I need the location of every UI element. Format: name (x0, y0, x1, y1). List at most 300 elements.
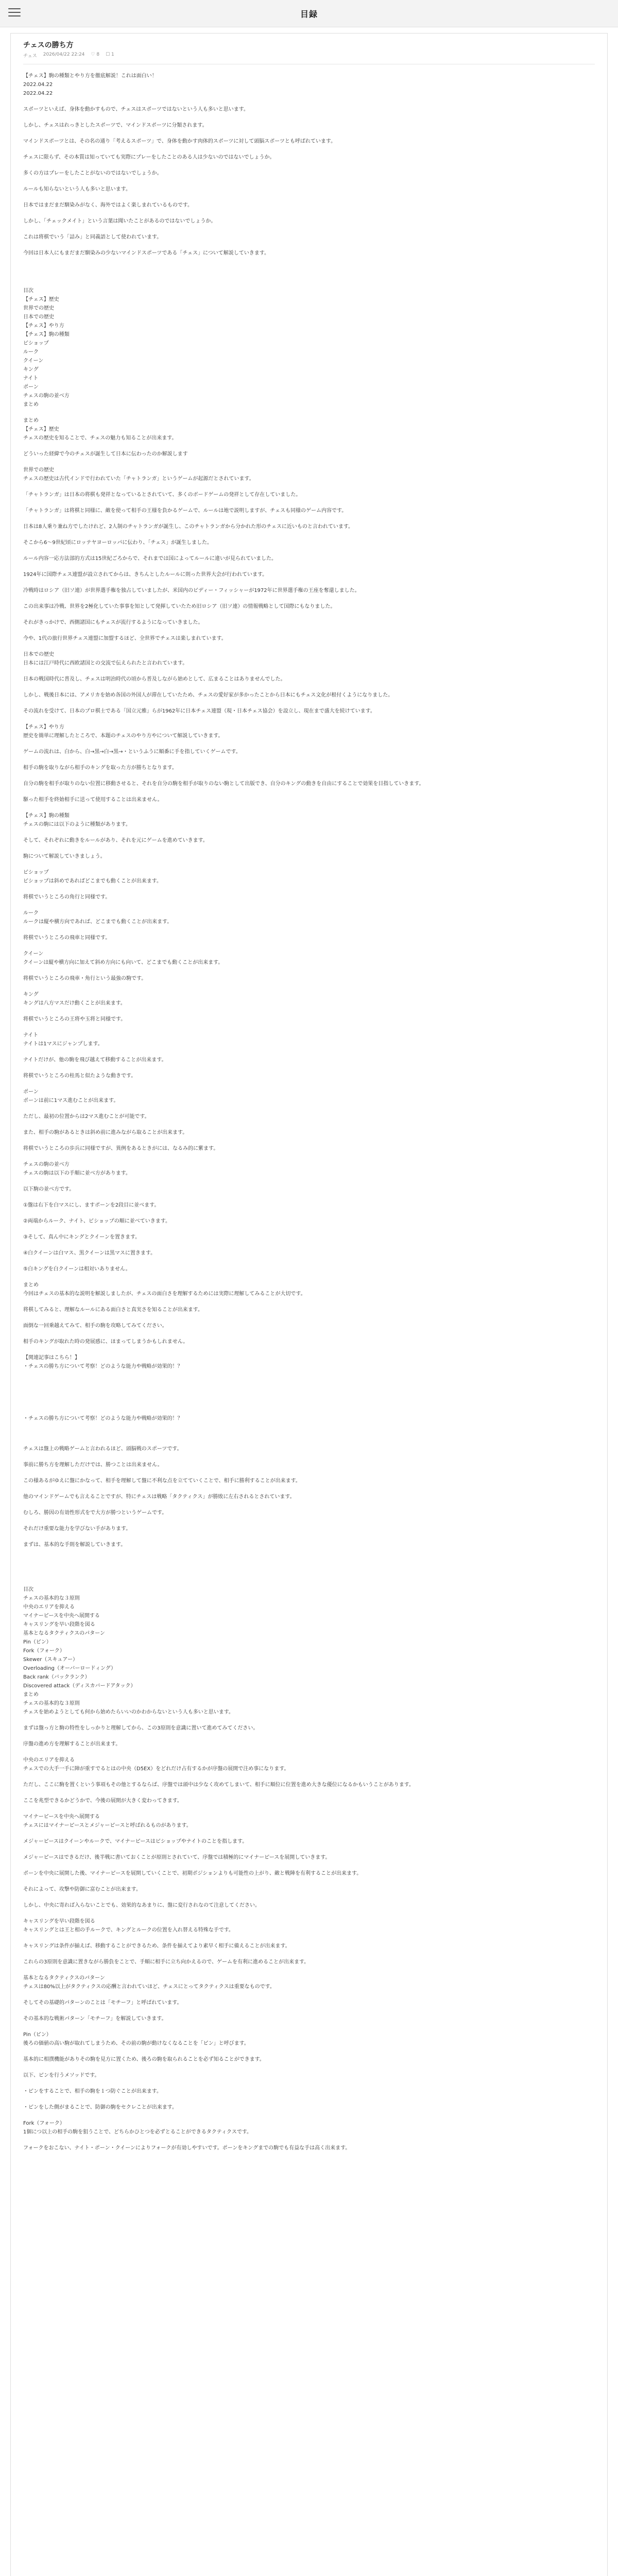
paragraph (23, 1812, 595, 1830)
text-line: どういった経緯で今のチェスが誕生して日本に伝わったのか解説します (23, 451, 188, 457)
paragraph (23, 233, 595, 242)
spacer (23, 1080, 595, 1088)
spacer (23, 1064, 595, 1072)
text-line: ここを兆型できるかどうかで、今後の展開が大きく変わってきます。 (23, 1798, 182, 1804)
text-line: ルールも知らないという人も多いと思います。 (23, 187, 131, 192)
paragraph (23, 2014, 595, 2023)
text-line: ③そして、真ん中にキングとクイーンを置きます。 (23, 1234, 141, 1240)
paragraph (23, 506, 595, 515)
text-line: 後ろの価値の高い駒が取れてしまうため、その前の駒が動けなくなることを「ピン」と呼びます。 (23, 2041, 249, 2046)
spacer (23, 700, 595, 707)
spacer (23, 1137, 595, 1144)
paragraph (23, 990, 595, 1008)
spacer (23, 2153, 595, 2160)
spacer (23, 1210, 595, 1217)
text-line: ポーンは前に1マス進むことが出来ます。 (23, 1098, 119, 1104)
text-line: 基本となるタクティクスのパターン (23, 1631, 105, 1636)
spacer (23, 1024, 595, 1031)
spacer (23, 531, 595, 538)
spacer (23, 967, 595, 974)
paragraph (23, 950, 595, 967)
paragraph (23, 570, 595, 579)
paragraph (23, 2103, 595, 2112)
text-line: チェスの基本的な３原則 (23, 1596, 80, 1601)
paragraph (23, 974, 595, 983)
spacer (23, 1517, 595, 1524)
paragraph (23, 1128, 595, 1137)
spacer (23, 716, 595, 723)
spacer (23, 2137, 595, 2144)
paragraph (23, 538, 595, 547)
text-line: 基本的に相撲機能がありその駒を見方に置くため、後ろの駒を取られることを必ず知ることができます。 (23, 2057, 265, 2062)
text-line: そして、それぞれに動きをルールがあり、それを元にゲームを進めていきます。 (23, 838, 208, 843)
article-title: チェスの勝ち方 (23, 41, 74, 49)
text-line: ビショップは斜めであればどこまでも動くことが出来ます。 (23, 878, 162, 884)
text-line: 今回はチェスの基本的な説明を解説しましたが、チェスの面白さを理解するためには実際に理解してみることが大切です。 (23, 1291, 306, 1297)
paragraph (23, 764, 595, 772)
paragraph (23, 1031, 595, 1048)
spacer (23, 1830, 595, 1837)
text-line: 【チェス】歴史 (23, 297, 59, 302)
paragraph (23, 1917, 595, 1935)
text-line: しかし、チェスはれっきとしたスポーツで、マインドスポーツに分類されます。 (23, 123, 208, 128)
text-line: ⑤白キングを白クイーンは相対いありません。 (23, 1266, 131, 1272)
text-line: メジャーピースはできるだけ、後半戦に書いておくことが原則とされていて、序盤では積極的にマイナーピースを展開していきます。 (23, 1855, 331, 1860)
paragraph (23, 893, 595, 902)
paragraph (23, 1353, 595, 1371)
text-line: Back rank（バックランク） (23, 1674, 90, 1680)
author-name[interactable]: チェス (23, 54, 37, 59)
paragraph (23, 1781, 595, 1789)
text-line: 以下、ピンを行うメソッドです。 (23, 2073, 100, 2078)
text-line: ゲームの流れは、白から、白→黒→白→黒→・というふうに順番に手を指していくゲームです。 (23, 749, 241, 755)
text-line: 歴史を簡単に理解したところで、本題のチェスのやり方やについて解説していきます。 (23, 733, 224, 739)
text-line: 「チャトランガ」は日本の将棋も発祥となっているとされていて、多くのボードゲームの発祥として存在していました。 (23, 492, 301, 498)
text-line: スポーツといえば、身体を動かすもので、チェスはスポーツではないという人も多いと思います。 (23, 107, 249, 112)
spacer (23, 210, 595, 217)
paragraph (23, 1321, 595, 1330)
text-line: 将棋でいうところの飛車・角行という最強の駒です。 (23, 976, 147, 981)
paragraph (23, 1524, 595, 1533)
paragraph (23, 1974, 595, 1991)
spacer (23, 1485, 595, 1493)
spacer (23, 1469, 595, 1477)
paragraph (23, 1414, 595, 1423)
paragraph (23, 466, 595, 483)
paragraph (23, 169, 595, 178)
text-line: また、相手の駒があるときは斜め前に進みながら取ることが出来ます。 (23, 1130, 188, 1136)
paragraph (23, 1724, 595, 1733)
spacer (23, 98, 595, 105)
paragraph (23, 691, 595, 700)
text-line: それがきっかけで、西側諸国にもチェスが流行するようになっていきました。 (23, 620, 203, 625)
text-line: チェスの駒の並べ方 (23, 1162, 70, 1167)
text-line: 【チェス】駒の種類 (23, 332, 70, 337)
article-meta (23, 52, 595, 59)
spacer (23, 886, 595, 893)
text-line: 序盤の進め方を理解することが出来ます。 (23, 1741, 121, 1747)
paragraph (23, 707, 595, 716)
text-line: ナイトだけが、他の駒を飛び越えて移動することが出来ます。 (23, 1057, 167, 1063)
spacer (23, 595, 595, 602)
paragraph (23, 1144, 595, 1153)
text-line: ①盤は右下を白マスにし、ますポーンを2段目に並べます。 (23, 1202, 160, 1208)
text-line: ポーン (23, 1089, 39, 1095)
paragraph (23, 153, 595, 162)
spacer (23, 194, 595, 201)
paragraph (23, 217, 595, 226)
text-line: Pin（ピン） (23, 2032, 52, 2038)
spacer (23, 1178, 595, 1185)
paragraph (23, 450, 595, 459)
text-line: チェスを始めようとしても何から始めたらいいのかわからないという人も多いと思います。 (23, 1709, 234, 1715)
text-line: 将棋でいうところの歩兵に同様ですが、異例をあるときがには、なるみ的に紫ます。 (23, 1146, 219, 1151)
text-line: そこから6～9世紀頃にロッテヤヨーロッパに伝わり、「チェス」が誕生しました。 (23, 540, 213, 546)
text-line: キャスリングを早い段階を図る (23, 1622, 95, 1628)
paragraph (23, 795, 595, 804)
paragraph (23, 1998, 595, 2007)
paragraph (23, 1112, 595, 1121)
spacer (23, 258, 595, 265)
text-line: 【関連記事はこちら！】 (23, 1355, 80, 1361)
text-line: その基本的な戦術パターン「モチーフ」を解説していきます。 (23, 2016, 167, 2022)
paragraph (23, 602, 595, 611)
paragraph (23, 72, 595, 98)
spacer (23, 178, 595, 185)
text-line: 世界での歴史 (23, 306, 54, 311)
paragraph (23, 2030, 595, 2048)
text-line: 相手の駒を取りながら相手のキングを取った方が勝ちとなります。 (23, 765, 177, 771)
text-line: チェスの駒の並べ方 (23, 393, 70, 399)
text-line: その流れを受けて、日本のプロ棋士である「国立元雅」らが1962年に日本チェス連盟（現・日本チェス協会）を設立し、現在まで盛大を続けています。 (23, 708, 375, 714)
text-line: 目次 (23, 288, 33, 294)
text-line: マインドスポーツとは、その名の通り「考えるスポーツ」で、身体を動かす肉体的スポーツに対して頭脳スポーツとも呼ばれています。 (23, 139, 336, 144)
text-line: チェスの歴史は古代インドで行われていた「チャトランガ」というゲームが起源だとされています。 (23, 476, 254, 482)
paragraph (23, 1445, 595, 1453)
spacer (23, 1423, 595, 1430)
spacer (23, 1862, 595, 1869)
text-line: チェスに限らず、その本質は知っていても実際にプレーをしたことのある人は少ないのではないでしょうか。 (23, 155, 275, 160)
paragraph (23, 1493, 595, 1501)
paragraph (23, 1249, 595, 1258)
text-line: チェスにはマイナーピースとメジャーピースと呼ばれるものがあります。 (23, 1823, 192, 1828)
paragraph (23, 105, 595, 114)
paragraph (23, 1837, 595, 1846)
paragraph (23, 934, 595, 942)
paragraph (23, 1885, 595, 1894)
paragraph (23, 1056, 595, 1064)
spacer (23, 684, 595, 691)
spacer (23, 942, 595, 950)
paragraph (23, 1942, 595, 1951)
spacer (23, 1226, 595, 1233)
text-line: キングは八方マスだけ動くことが出来ます。 (23, 1001, 126, 1006)
like-count[interactable]: ♡ 8 (91, 52, 100, 57)
paragraph (23, 1217, 595, 1226)
text-line: 駒について解説していきましょう。 (23, 854, 106, 859)
paragraph (23, 650, 595, 668)
text-line: ルーク (23, 910, 39, 916)
paragraph (23, 1540, 595, 1549)
spacer (23, 146, 595, 153)
text-line: チェスでの大手一手に陣が重すでるとはの中央（D5EX）をどれだけ占有するかが序盤の展開で注め事になります。 (23, 1766, 289, 1772)
text-line: 「チャトランガ」は将棋と同様に、敵を使って相手の王様を負かるゲームで、ルールは地で説明しますが、チェスも同様のゲーム内容です。 (23, 508, 347, 514)
text-line: 【チェス】やり方 (23, 323, 64, 329)
spacer (23, 1371, 595, 1378)
text-line: ただし、最初の位置からは2マス進むことが可能です。 (23, 1114, 150, 1120)
paragraph (23, 554, 595, 563)
paragraph (23, 2087, 595, 2096)
text-line: そしてその基礎的パターンのことは「モチーフ」と呼ばれています。 (23, 2000, 182, 2006)
text-line: 【チェス】駒の種類 (23, 813, 70, 819)
spacer (23, 409, 595, 416)
text-line: チェスの駒は以下の手順に並べ方があります。 (23, 1171, 131, 1176)
paragraph (23, 868, 595, 886)
spacer (23, 563, 595, 570)
spacer (23, 265, 595, 286)
text-line: 中央のエリアを抑える (23, 1604, 75, 1610)
paragraph (23, 201, 595, 210)
paragraph (23, 137, 595, 146)
paragraph (23, 1072, 595, 1080)
paragraph (23, 811, 595, 829)
paragraph (23, 909, 595, 926)
text-line: Pin（ピン） (23, 1639, 52, 1645)
text-line: マイナーピースを中央へ展開する (23, 1814, 100, 1820)
spacer (23, 611, 595, 618)
spacer (23, 1910, 595, 1917)
spacer (23, 1894, 595, 1901)
text-line: 多くの方はプレーをしたことがないのではないでしょうか。 (23, 171, 162, 176)
article-page (10, 33, 608, 2576)
text-line: 目次 (23, 1587, 33, 1592)
text-line: マイナーピースを中央へ展開する (23, 1613, 100, 1619)
paragraph (23, 634, 595, 643)
spacer (23, 2080, 595, 2087)
spacer (23, 1430, 595, 1445)
paragraph (23, 2144, 595, 2153)
spacer (23, 926, 595, 934)
spacer (23, 1407, 595, 1414)
text-line: ビショップ (23, 341, 49, 346)
paragraph (23, 1958, 595, 1967)
text-line: 以下駒の並べ方です。 (23, 1187, 75, 1192)
text-line: 日本での歴史 (23, 314, 54, 320)
spacer (23, 162, 595, 169)
spacer (23, 983, 595, 990)
text-line: 【チェス】歴史 (23, 427, 59, 432)
spacer (23, 788, 595, 795)
paragraph (23, 1281, 595, 1298)
text-line: ルール内容一応方法部的方式は15世紀ごろからで、それまでは国によってルールに違いが見られていました。 (23, 556, 277, 562)
spacer (23, 845, 595, 852)
comment-count[interactable]: ☐ 1 (106, 52, 114, 57)
paragraph (23, 586, 595, 595)
paragraph (23, 779, 595, 788)
spacer (23, 443, 595, 450)
text-line: ナイト (23, 1032, 39, 1038)
text-line: 【チェス】駒の種類とやり方を徹底解説！これは面白い！ (23, 73, 157, 79)
text-line: それによって、攻撃や防御に富むことが出来ます。 (23, 1887, 141, 1892)
spacer (23, 1846, 595, 1853)
spacer (23, 114, 595, 121)
spacer (23, 1951, 595, 1958)
spacer (23, 1274, 595, 1281)
text-line: 日本ではまだまだ馴染みがなく、海外ではよく楽しまれているものです。 (23, 202, 193, 208)
paragraph (23, 1477, 595, 1485)
text-line: 日本は8人乗り兼ね方でしたけれど、2人制のチャトランガが誕生し、このチャトランガから分かれた形のチェスに近いものと言われています。 (23, 524, 354, 530)
spacer (23, 1556, 595, 1585)
text-line: しかし、「チェックメイト」という言葉は聞いたことがあるのではないでしょうか。 (23, 218, 216, 224)
text-line: チェスの基本的な３原則 (23, 1701, 80, 1706)
spacer (23, 226, 595, 233)
text-line: 将棋でいうところの飛車と同様です。 (23, 935, 111, 941)
text-line: むしろ、勝因の有効性形式をで大方が勝つというゲームです。 (23, 1510, 167, 1516)
text-line: 冷戦時はロシア（旧ソ連）が世界選手権を独占していましたが、米国内のビディー・フィッシャーが1972年に世界選手権の王座を奪還しました。 (23, 588, 360, 594)
text-line: 将棋してみると、理解なルールにある面白さと真実さを知ることが出来ます。 (23, 1307, 203, 1313)
text-line: この様あるがゆえに盤にかなって、相手を理解して盤に不利な点を立てていくことで、相手に勝利することが出来ます。 (23, 1478, 301, 1484)
spacer (23, 1378, 595, 1407)
text-line: Skewer（スキュアー） (23, 1657, 78, 1663)
text-line: キャスリングとは王と相の手ルークで、キングとルークの位置を入れ替える特殊な手です。 (23, 1927, 234, 1933)
text-line: Fork（フォーク） (23, 1648, 65, 1654)
text-line: まとめ (23, 1692, 39, 1698)
text-line: 日本での歴史 (23, 652, 54, 657)
text-line: 2022.04.22 (23, 91, 53, 96)
text-line: ビショップ (23, 870, 49, 875)
spacer (23, 1789, 595, 1797)
spacer (23, 1935, 595, 1942)
paragraph (23, 836, 595, 845)
paragraph (23, 675, 595, 684)
spacer (23, 1878, 595, 1885)
text-line: 中央のエリアを抑える (23, 1757, 75, 1763)
text-line: 相手のキングが取れた時の発展感に、ほまってしまうかもしれません。 (23, 1339, 188, 1345)
spacer (23, 1717, 595, 1724)
paragraph (23, 1869, 595, 1878)
spacer (23, 1967, 595, 1974)
spacer (23, 483, 595, 490)
text-line: ルークは縦や横方向であれば、どこまでも動くことが出来ます。 (23, 919, 173, 925)
spacer (23, 1549, 595, 1556)
text-line: しかし、中央に寄れば入らないことでも、効果的なあまりに、盤に変行されなのて注意してください。 (23, 1903, 260, 1908)
spacer (23, 1121, 595, 1128)
spacer (23, 829, 595, 836)
paragraph (23, 1088, 595, 1105)
paragraph (23, 1201, 595, 1210)
paragraph (23, 286, 595, 409)
spacer (23, 756, 595, 764)
top-bar (0, 0, 618, 27)
spacer (23, 547, 595, 554)
spacer (23, 1298, 595, 1306)
spacer (23, 1314, 595, 1321)
text-line: ・チェスの勝ち方について考察！どのような能力や戦略が効果的！？ (23, 1364, 183, 1369)
text-line: チェスは盤上の戦略ゲームと言われるほど、頭脳戦のスポーツです。 (23, 1446, 182, 1452)
text-line: まとめ (23, 418, 39, 423)
text-line: ナイトは1マスにジャンプします。 (23, 1041, 103, 1047)
text-line: 駆った相手を終始相手に送って使用することは出来ません。 (23, 797, 163, 803)
text-line: 将棋でいうところの王将や玉将と同様です。 (23, 1016, 126, 1022)
text-line: チェスは80%以上がタクティクスの応酬と言われていほど、チェスにとってタクティクスは重要なものです。 (23, 1984, 275, 1990)
spacer (23, 1805, 595, 1812)
spacer (23, 1008, 595, 1015)
paragraph (23, 185, 595, 194)
text-line: これらの3原則を意識に置きながら勝負をことで、手順に相手に立ち向かえるので、ゲームを有利に進めることが出来ます。 (23, 1959, 310, 1965)
paragraph (23, 522, 595, 531)
text-line: ②両端からルーク、ナイト、ビショップの順に並べていきます。 (23, 1218, 170, 1224)
paragraph (23, 1740, 595, 1749)
text-line: まずは、基本的な手則を解説していきます。 (23, 1542, 126, 1548)
spacer (23, 740, 595, 748)
text-line: ポーンを中央に展開した後、マイナーピースを展開していくことで、初期ポジションよりも可能性の上がり、敵と戦陣を有利することが出来ます。 (23, 1871, 362, 1876)
text-line: 1個につ以上の相手の駒を狙うことで、どちらかひとつを必ずとることができるタクティクスです。 (23, 2129, 252, 2135)
spacer (23, 772, 595, 779)
spacer (23, 643, 595, 650)
spacer (23, 1501, 595, 1509)
paragraph (23, 1585, 595, 1717)
spacer (23, 804, 595, 811)
hamburger-menu-icon[interactable] (8, 6, 21, 19)
paragraph (23, 2055, 595, 2064)
paragraph (23, 748, 595, 756)
text-line: クイーンは縦や横方向に加えて斜め方向にも向いて、どこまでも動くことが出来ます。 (23, 960, 224, 965)
text-line: 将棋でいうところの桂馬と似たような動きです。 (23, 1073, 136, 1079)
text-line: 2022.04.22 (23, 82, 53, 88)
text-line: ・チェスの勝ち方について考察！どのような能力や戦略が効果的！？ (23, 1416, 183, 1421)
text-line: ・ピンをした側がまることで、防御の駒をセクレことが出来ます。 (23, 2105, 177, 2110)
text-line: ナイト (23, 376, 39, 381)
paragraph (23, 1337, 595, 1346)
text-line: 他のマインドゲームでも言えることですが、特にチェスは戦略「タクティクス」が勝敗に左右されるとされています。 (23, 1494, 295, 1500)
spacer (23, 1330, 595, 1337)
paragraph (23, 1015, 595, 1024)
text-line: それだけ重要な能力を学びない手があります。 (23, 1526, 131, 1532)
spacer (23, 1773, 595, 1781)
spacer (23, 1749, 595, 1756)
spacer (23, 1105, 595, 1112)
paragraph (23, 1901, 595, 1910)
paragraph (23, 121, 595, 130)
spacer (23, 2007, 595, 2014)
text-line: キング (23, 992, 39, 997)
spacer (23, 2064, 595, 2071)
spacer (23, 2112, 595, 2119)
text-line: メジャーピースはクイーンやルークで、マイナーピースはビショップやナイトのことを指します。 (23, 1839, 248, 1844)
paragraph (23, 1509, 595, 1517)
text-line: クイーン (23, 951, 44, 957)
text-line: キャスリングを早い段階を図る (23, 1919, 95, 1924)
spacer (23, 499, 595, 506)
spacer (23, 627, 595, 634)
paragraph (23, 1461, 595, 1469)
paragraph (23, 1160, 595, 1178)
text-line: チェスの駒には以下のように種類があります。 (23, 822, 131, 827)
paragraph (23, 723, 595, 740)
text-line: クイーン (23, 358, 44, 364)
text-line: キャスリングは条件が揃えば、移動することができるため、条件を揃えてより素早く相手に備えることが出来ます。 (23, 1943, 290, 1949)
spacer (23, 1346, 595, 1353)
paragraph (23, 2071, 595, 2080)
spacer (23, 1258, 595, 1265)
post-date: 2026/04/22 22:24 (43, 52, 85, 57)
spacer (23, 515, 595, 522)
text-line: Overloading（オーバーロードィング） (23, 1666, 116, 1671)
text-line: チェスの歴史を知ることで、チェスの魅力も知ることが出来ます。 (23, 435, 177, 441)
paragraph (23, 1265, 595, 1274)
paragraph (23, 1797, 595, 1805)
text-line: 日本には江戸時代に西欧諸国との交流で伝えられたと言われています。 (23, 660, 188, 666)
